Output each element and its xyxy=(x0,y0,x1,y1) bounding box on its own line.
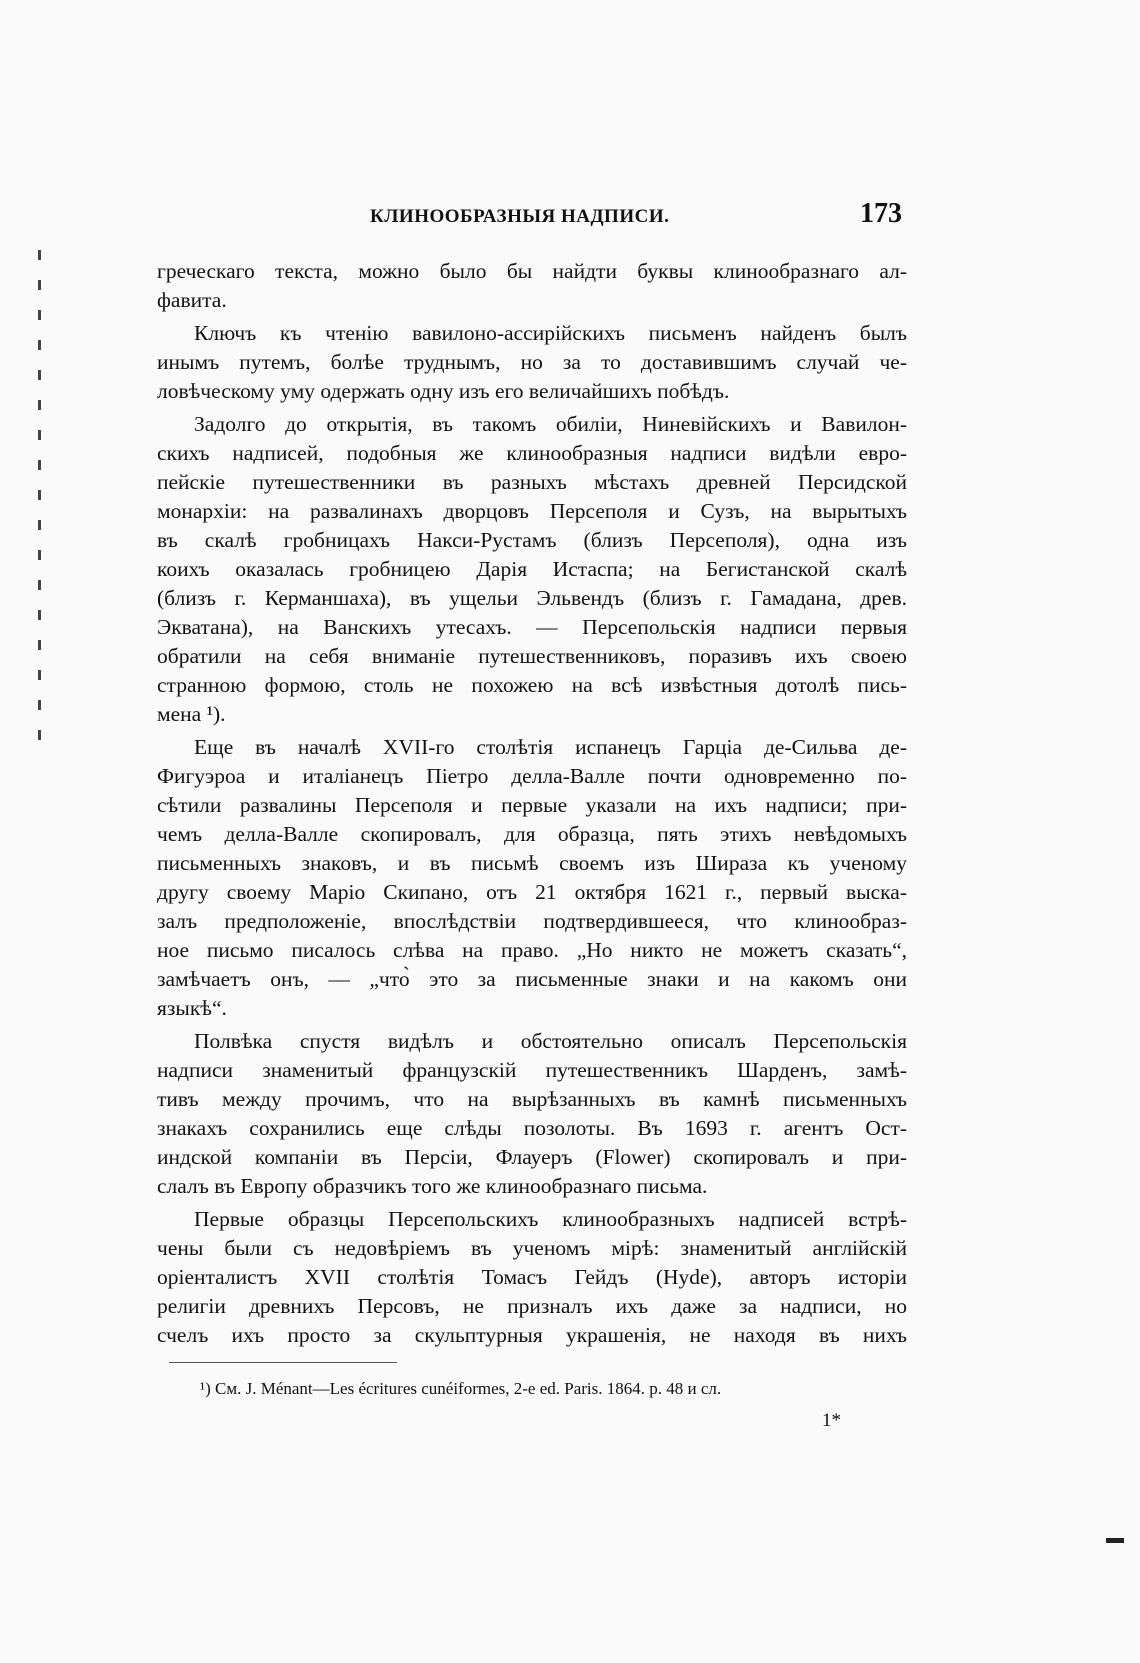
text-line: греческаго текста, можно было бы найдти буквы клинообразнаго ал- xyxy=(157,259,907,283)
paragraph xyxy=(157,1027,907,1201)
bleed-mark xyxy=(38,640,41,650)
text-line: монархіи: на развалинахъ дворцовъ Персеполя и Сузъ, на вырытыхъ xyxy=(157,499,907,523)
text-line: языкѣ“. xyxy=(157,996,227,1020)
running-head: КЛИНООБРАЗНЫЯ НАДПИСИ. xyxy=(370,206,670,227)
text-line: слалъ въ Европу образчикъ того же клинообразнаго письма. xyxy=(157,1174,708,1198)
footnote xyxy=(200,1379,721,1399)
bleed-mark xyxy=(38,400,41,410)
text-line: чемъ делла-Валле скопировалъ, для образца, пять этихъ невѣдомыхъ xyxy=(157,822,907,846)
paragraph xyxy=(157,1205,907,1350)
signature-mark: 1* xyxy=(822,1410,841,1431)
text-line: Еще въ началѣ XVII-го столѣтія испанецъ Гарціа де-Сильва де- xyxy=(194,735,907,759)
page-number: 173 xyxy=(860,198,902,229)
text-line: счелъ ихъ просто за скульптурныя украшенія, не находя въ нихъ xyxy=(157,1323,907,1347)
bleed-mark xyxy=(38,730,41,740)
footnote-rule xyxy=(169,1362,397,1363)
paragraph xyxy=(157,319,907,406)
text-line: обратили на себя вниманіе путешественниковъ, поразивъ ихъ своею xyxy=(157,644,907,668)
text-line: Ключъ къ чтенію вавилоно-ассирійскихъ письменъ найденъ былъ xyxy=(194,321,907,345)
footnote-text: См. J. Ménant—Les écritures cunéiformes, 2-e ed. Paris. 1864. p. 48 и сл. xyxy=(215,1379,722,1398)
text-line: ловѣческому уму одержать одну изъ его величайшихъ побѣдъ. xyxy=(157,379,730,403)
text-line: сѣтили развалины Персеполя и первые указали на ихъ надписи; при- xyxy=(157,793,907,817)
text-line: скихъ надписей, подобныя же клинообразныя надписи видѣли евро- xyxy=(157,441,907,465)
text-line: знакахъ сохранились еще слѣды позолоты. Въ 1693 г. агентъ Ост- xyxy=(157,1116,907,1140)
text-line: тивъ между прочимъ, что на вырѣзанныхъ въ камнѣ письменныхъ xyxy=(157,1087,907,1111)
bleed-mark xyxy=(38,370,41,380)
bleed-mark xyxy=(38,250,41,260)
text-line: другу своему Маріо Скипано, отъ 21 октября 1621 г., первый выска- xyxy=(157,880,907,904)
text-line: ное письмо писалось слѣва на право. „Но никто не можетъ сказать“, xyxy=(157,938,907,962)
bleed-mark xyxy=(38,610,41,620)
text-line: оріенталистъ XVII столѣтія Томасъ Гейдъ (Hyde), авторъ исторіи xyxy=(157,1265,907,1289)
text-line: Полвѣка спустя видѣлъ и обстоятельно описалъ Персепольскія xyxy=(194,1029,907,1053)
text-line: религіи древнихъ Персовъ, не призналъ ихъ даже за надписи, но xyxy=(157,1294,907,1318)
text-line: Задолго до открытія, въ такомъ обиліи, Ниневійскихъ и Вавилон- xyxy=(194,412,907,436)
text-line: надписи знаменитый французскій путешественникъ Шарденъ, замѣ- xyxy=(157,1058,907,1082)
bleed-mark xyxy=(38,550,41,560)
text-line: коихъ оказалась гробницею Дарія Истаспа; на Бегистанской скалѣ xyxy=(157,557,907,581)
bleed-mark xyxy=(38,340,41,350)
text-line: письменныхъ знаковъ, и въ письмѣ своемъ изъ Шираза къ ученому xyxy=(157,851,907,875)
text-line: въ скалѣ гробницахъ Накси-Рустамъ (близъ Персеполя), одна изъ xyxy=(157,528,907,552)
text-line: странною формою, столь не похожею на всѣ извѣстныя дотолѣ пись- xyxy=(157,673,907,697)
text-line: Первые образцы Персепольскихъ клинообразныхъ надписей встрѣ- xyxy=(194,1207,907,1231)
paragraph xyxy=(157,257,907,315)
bleed-mark xyxy=(38,310,41,320)
paragraph xyxy=(157,410,907,729)
bleed-mark xyxy=(38,490,41,500)
bleed-mark xyxy=(38,520,41,530)
margin-bleed-through xyxy=(34,250,46,760)
bleed-mark xyxy=(38,670,41,680)
text-line: инымъ путемъ, болѣе труднымъ, но за то доставившимъ случай че- xyxy=(157,350,907,374)
text-line: замѣчаетъ онъ, — „что̀ это за письменные знаки и на какомъ они xyxy=(157,967,907,991)
bleed-mark xyxy=(38,460,41,470)
paragraph xyxy=(157,733,907,1023)
text-line: Фигуэроа и италіанецъ Піетро делла-Валле почти одновременно по- xyxy=(157,764,907,788)
bleed-mark xyxy=(38,430,41,440)
text-line: мена ¹). xyxy=(157,702,226,726)
text-line: индской компаніи въ Персіи, Флауеръ (Flower) скопировалъ и при- xyxy=(157,1145,907,1169)
bleed-mark xyxy=(38,280,41,290)
edge-mark xyxy=(1106,1538,1124,1543)
body-text xyxy=(157,257,907,1354)
text-line: пейскіе путешественники въ разныхъ мѣстахъ древней Персидской xyxy=(157,470,907,494)
text-line: чены были съ недовѣріемъ въ ученомъ мірѣ: знаменитый англійскій xyxy=(157,1236,907,1260)
text-line: Экватана), на Ванскихъ утесахъ. — Персепольскія надписи первыя xyxy=(157,615,907,639)
text-line: (близъ г. Керманшаха), въ ущельи Эльвендъ (близъ г. Гамадана, древ. xyxy=(157,586,907,610)
bleed-mark xyxy=(38,700,41,710)
text-line: залъ предположеніе, впослѣдствіи подтвердившееся, что клинообраз- xyxy=(157,909,907,933)
footnote-marker: ¹) xyxy=(200,1379,211,1398)
text-line: фавита. xyxy=(157,288,227,312)
bleed-mark xyxy=(38,580,41,590)
